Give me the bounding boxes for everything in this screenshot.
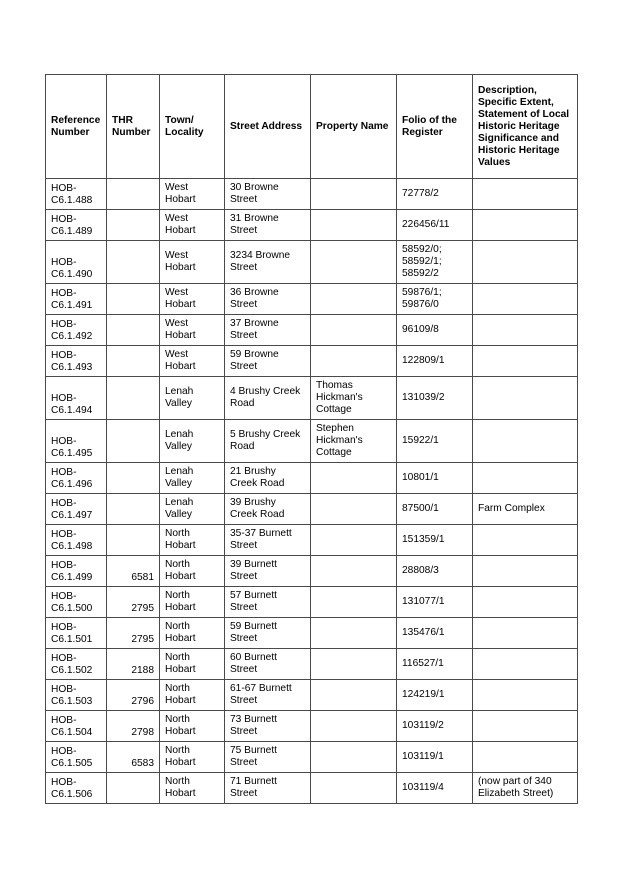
- table-row: [46, 742, 578, 773]
- cell-property-name: [311, 210, 397, 241]
- cell-folio: 15922/1: [397, 420, 473, 463]
- table-row: [46, 377, 578, 420]
- cell-town-locality: North Hobart: [160, 680, 225, 711]
- cell-reference-number: HOB-C6.1.497: [46, 494, 107, 525]
- cell-folio: 58592/0; 58592/1; 58592/2: [397, 241, 473, 284]
- cell-folio: 131039/2: [397, 377, 473, 420]
- table-row: [46, 241, 578, 284]
- table-row: [46, 494, 578, 525]
- cell-street-address: 71 Burnett Street: [225, 773, 311, 804]
- cell-folio: 124219/1: [397, 680, 473, 711]
- cell-reference-number: HOB-C6.1.495: [46, 420, 107, 463]
- header-reference-number: Reference Number: [46, 75, 107, 179]
- cell-town-locality: North Hobart: [160, 742, 225, 773]
- cell-property-name: [311, 773, 397, 804]
- cell-description: (now part of 340 Elizabeth Street): [473, 773, 578, 804]
- cell-folio: 10801/1: [397, 463, 473, 494]
- cell-reference-number: HOB-C6.1.494: [46, 377, 107, 420]
- cell-property-name: [311, 711, 397, 742]
- table-row: [46, 346, 578, 377]
- cell-thr-number: [107, 315, 160, 346]
- table-row: [46, 773, 578, 804]
- cell-street-address: 60 Burnett Street: [225, 649, 311, 680]
- cell-description: [473, 377, 578, 420]
- cell-street-address: 37 Browne Street: [225, 315, 311, 346]
- cell-property-name: [311, 179, 397, 210]
- cell-town-locality: North Hobart: [160, 587, 225, 618]
- cell-description: [473, 463, 578, 494]
- cell-thr-number: [107, 420, 160, 463]
- cell-thr-number: [107, 773, 160, 804]
- cell-thr-number: 2795: [107, 587, 160, 618]
- cell-town-locality: North Hobart: [160, 618, 225, 649]
- header-property-name: Property Name: [311, 75, 397, 179]
- table-row: [46, 556, 578, 587]
- cell-property-name: [311, 494, 397, 525]
- cell-thr-number: [107, 284, 160, 315]
- cell-property-name: [311, 587, 397, 618]
- cell-town-locality: Lenah Valley: [160, 463, 225, 494]
- cell-thr-number: 2188: [107, 649, 160, 680]
- cell-description: [473, 284, 578, 315]
- cell-property-name: [311, 241, 397, 284]
- cell-reference-number: HOB-C6.1.504: [46, 711, 107, 742]
- cell-folio: 151359/1: [397, 525, 473, 556]
- cell-street-address: 4 Brushy Creek Road: [225, 377, 311, 420]
- cell-description: [473, 315, 578, 346]
- header-street-address: Street Address: [225, 75, 311, 179]
- cell-town-locality: North Hobart: [160, 773, 225, 804]
- cell-reference-number: HOB-C6.1.502: [46, 649, 107, 680]
- cell-description: Farm Complex: [473, 494, 578, 525]
- cell-description: [473, 711, 578, 742]
- cell-reference-number: HOB-C6.1.503: [46, 680, 107, 711]
- table-row: [46, 680, 578, 711]
- cell-street-address: 59 Browne Street: [225, 346, 311, 377]
- cell-town-locality: West Hobart: [160, 284, 225, 315]
- cell-description: [473, 420, 578, 463]
- cell-property-name: Thomas Hickman's Cottage: [311, 377, 397, 420]
- cell-folio: 131077/1: [397, 587, 473, 618]
- cell-property-name: [311, 346, 397, 377]
- table-row: [46, 210, 578, 241]
- cell-property-name: [311, 284, 397, 315]
- cell-street-address: 75 Burnett Street: [225, 742, 311, 773]
- cell-reference-number: HOB-C6.1.489: [46, 210, 107, 241]
- cell-description: [473, 346, 578, 377]
- cell-reference-number: HOB-C6.1.501: [46, 618, 107, 649]
- table-row: [46, 315, 578, 346]
- cell-thr-number: 6581: [107, 556, 160, 587]
- cell-thr-number: [107, 346, 160, 377]
- cell-description: [473, 649, 578, 680]
- cell-reference-number: HOB-C6.1.492: [46, 315, 107, 346]
- cell-description: [473, 680, 578, 711]
- cell-description: [473, 241, 578, 284]
- cell-property-name: [311, 618, 397, 649]
- cell-town-locality: West Hobart: [160, 346, 225, 377]
- cell-folio: 28808/3: [397, 556, 473, 587]
- cell-reference-number: HOB-C6.1.506: [46, 773, 107, 804]
- cell-folio: 96109/8: [397, 315, 473, 346]
- cell-town-locality: Lenah Valley: [160, 494, 225, 525]
- cell-property-name: [311, 315, 397, 346]
- table-row: [46, 711, 578, 742]
- cell-town-locality: West Hobart: [160, 241, 225, 284]
- cell-street-address: 30 Browne Street: [225, 179, 311, 210]
- cell-thr-number: [107, 241, 160, 284]
- cell-property-name: [311, 742, 397, 773]
- cell-thr-number: 2798: [107, 711, 160, 742]
- cell-property-name: [311, 525, 397, 556]
- cell-street-address: 31 Browne Street: [225, 210, 311, 241]
- cell-thr-number: [107, 210, 160, 241]
- cell-description: [473, 587, 578, 618]
- cell-property-name: [311, 649, 397, 680]
- cell-street-address: 21 Brushy Creek Road: [225, 463, 311, 494]
- cell-folio: 135476/1: [397, 618, 473, 649]
- table-row: [46, 587, 578, 618]
- cell-property-name: [311, 463, 397, 494]
- table-row: [46, 618, 578, 649]
- cell-reference-number: HOB-C6.1.493: [46, 346, 107, 377]
- header-town-locality: Town/ Locality: [160, 75, 225, 179]
- cell-town-locality: North Hobart: [160, 556, 225, 587]
- cell-town-locality: Lenah Valley: [160, 420, 225, 463]
- cell-folio: 72778/2: [397, 179, 473, 210]
- cell-reference-number: HOB-C6.1.490: [46, 241, 107, 284]
- cell-street-address: 59 Burnett Street: [225, 618, 311, 649]
- cell-folio: 116527/1: [397, 649, 473, 680]
- cell-thr-number: [107, 377, 160, 420]
- cell-reference-number: HOB-C6.1.500: [46, 587, 107, 618]
- cell-town-locality: North Hobart: [160, 711, 225, 742]
- cell-property-name: [311, 556, 397, 587]
- cell-thr-number: 2796: [107, 680, 160, 711]
- cell-reference-number: HOB-C6.1.491: [46, 284, 107, 315]
- cell-town-locality: West Hobart: [160, 179, 225, 210]
- cell-street-address: 39 Burnett Street: [225, 556, 311, 587]
- cell-street-address: 36 Browne Street: [225, 284, 311, 315]
- cell-reference-number: HOB-C6.1.499: [46, 556, 107, 587]
- cell-thr-number: [107, 494, 160, 525]
- cell-thr-number: 2795: [107, 618, 160, 649]
- table-row: [46, 420, 578, 463]
- cell-street-address: 35-37 Burnett Street: [225, 525, 311, 556]
- cell-street-address: 61-67 Burnett Street: [225, 680, 311, 711]
- cell-street-address: 73 Burnett Street: [225, 711, 311, 742]
- cell-description: [473, 742, 578, 773]
- cell-folio: 59876/1; 59876/0: [397, 284, 473, 315]
- cell-thr-number: 6583: [107, 742, 160, 773]
- table-header-row: [46, 75, 578, 179]
- cell-reference-number: HOB-C6.1.505: [46, 742, 107, 773]
- table-row: [46, 649, 578, 680]
- table-row: [46, 179, 578, 210]
- cell-folio: 103119/4: [397, 773, 473, 804]
- cell-street-address: 3234 Browne Street: [225, 241, 311, 284]
- cell-reference-number: HOB-C6.1.488: [46, 179, 107, 210]
- cell-town-locality: West Hobart: [160, 315, 225, 346]
- cell-thr-number: [107, 525, 160, 556]
- header-thr-number: THR Number: [107, 75, 160, 179]
- cell-street-address: 5 Brushy Creek Road: [225, 420, 311, 463]
- cell-description: [473, 618, 578, 649]
- cell-folio: 103119/1: [397, 742, 473, 773]
- cell-thr-number: [107, 179, 160, 210]
- cell-reference-number: HOB-C6.1.498: [46, 525, 107, 556]
- cell-town-locality: North Hobart: [160, 525, 225, 556]
- cell-description: [473, 210, 578, 241]
- cell-town-locality: Lenah Valley: [160, 377, 225, 420]
- cell-town-locality: West Hobart: [160, 210, 225, 241]
- cell-thr-number: [107, 463, 160, 494]
- cell-street-address: 57 Burnett Street: [225, 587, 311, 618]
- table-row: [46, 284, 578, 315]
- cell-property-name: Stephen Hickman's Cottage: [311, 420, 397, 463]
- cell-description: [473, 556, 578, 587]
- header-description: Description, Specific Extent, Statement of Local Historic Heritage Significance and Historic Heritage Values: [473, 75, 578, 179]
- table-row: [46, 525, 578, 556]
- cell-property-name: [311, 680, 397, 711]
- header-folio: Folio of the Register: [397, 75, 473, 179]
- cell-folio: 87500/1: [397, 494, 473, 525]
- cell-street-address: 39 Brushy Creek Road: [225, 494, 311, 525]
- cell-folio: 226456/11: [397, 210, 473, 241]
- cell-description: [473, 525, 578, 556]
- cell-folio: 122809/1: [397, 346, 473, 377]
- cell-folio: 103119/2: [397, 711, 473, 742]
- cell-reference-number: HOB-C6.1.496: [46, 463, 107, 494]
- cell-description: [473, 179, 578, 210]
- heritage-register-table: [45, 74, 578, 804]
- cell-town-locality: North Hobart: [160, 649, 225, 680]
- table-row: [46, 463, 578, 494]
